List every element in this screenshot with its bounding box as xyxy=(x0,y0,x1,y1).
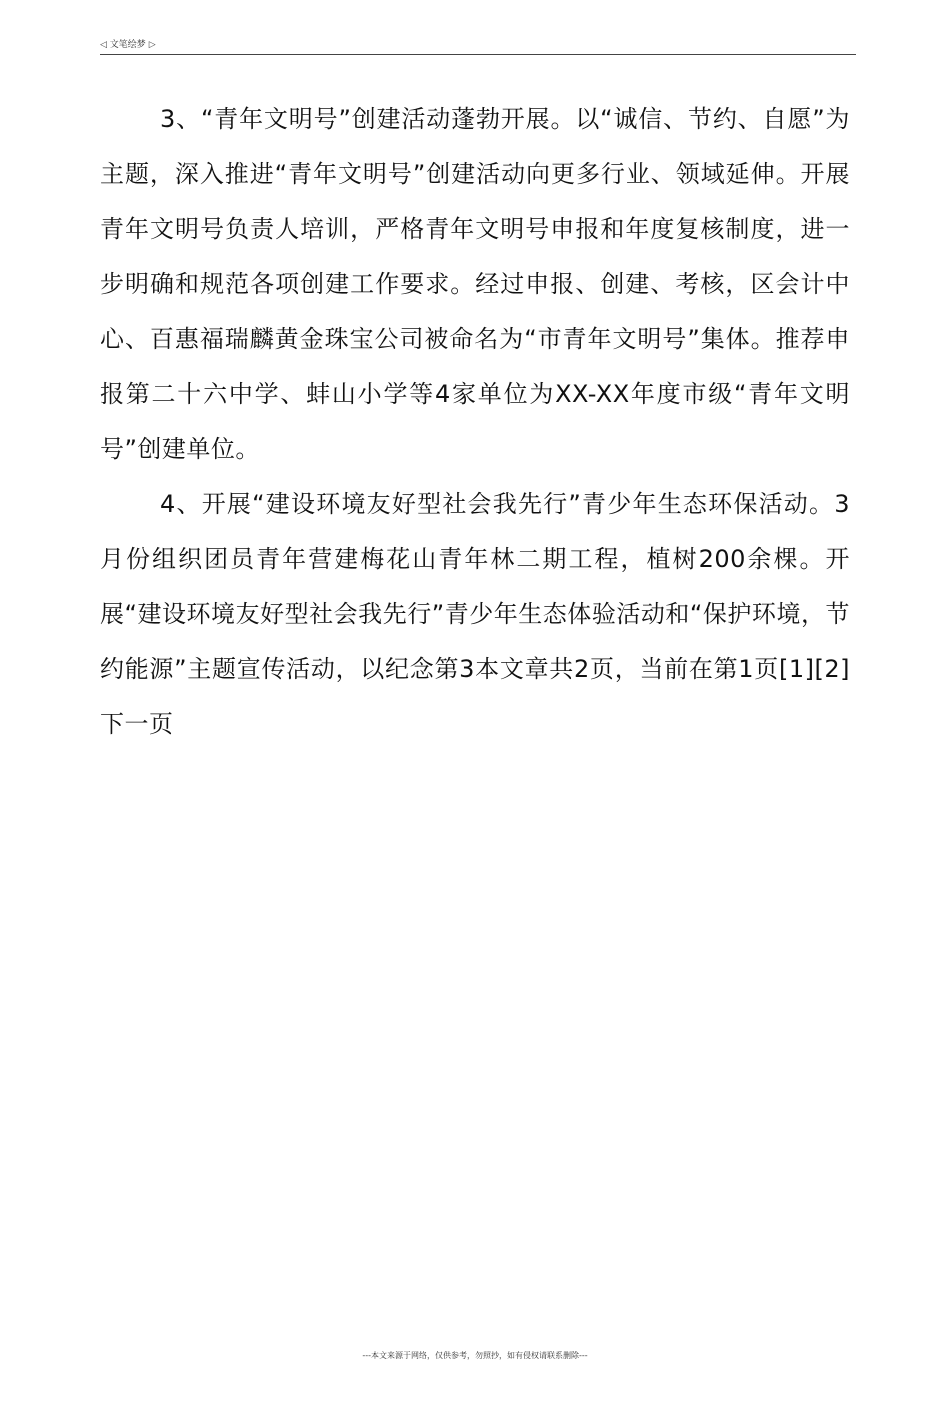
document-body xyxy=(100,92,850,752)
header-title: 文笔绘梦 xyxy=(109,40,146,50)
left-triangle-icon: ◁ xyxy=(100,40,107,50)
paragraph-1: 3、“青年文明号”创建活动蓬勃开展。以“诚信、节约、自愿”为主题，深入推进“青年文明号”创建活动向更多行业、领域延伸。开展青年文明号负责人培训，严格青年文明号申报和年度复核制度，进一步明确和规范各项创建工作要求。经过申报、创建、考核，区会计中心、百惠福瑞麟黄金珠宝公司被命名为“市青年文明号”集体。推荐申报第二十六中学、蚌山小学等4家单位为XX-XX年度市级“青年文明号”创建单位。 xyxy=(100,105,850,463)
right-triangle-icon: ▷ xyxy=(148,40,156,50)
paragraph-2: 4、开展“建设环境友好型社会我先行”青少年生态环保活动。3月份组织团员青年营建梅花山青年林二期工程，植树200余棵。开展“建设环境友好型社会我先行”青少年生态体验活动和“保护环境，节约能源”主题宣传活动，以纪念第3本文章共2页，当前在第1页[1][2]下一页 xyxy=(100,490,850,738)
page-header xyxy=(100,38,856,55)
page-footer: ---本文来源于网络，仅供参考，勿照抄，如有侵权请联系删除--- xyxy=(362,1351,588,1360)
